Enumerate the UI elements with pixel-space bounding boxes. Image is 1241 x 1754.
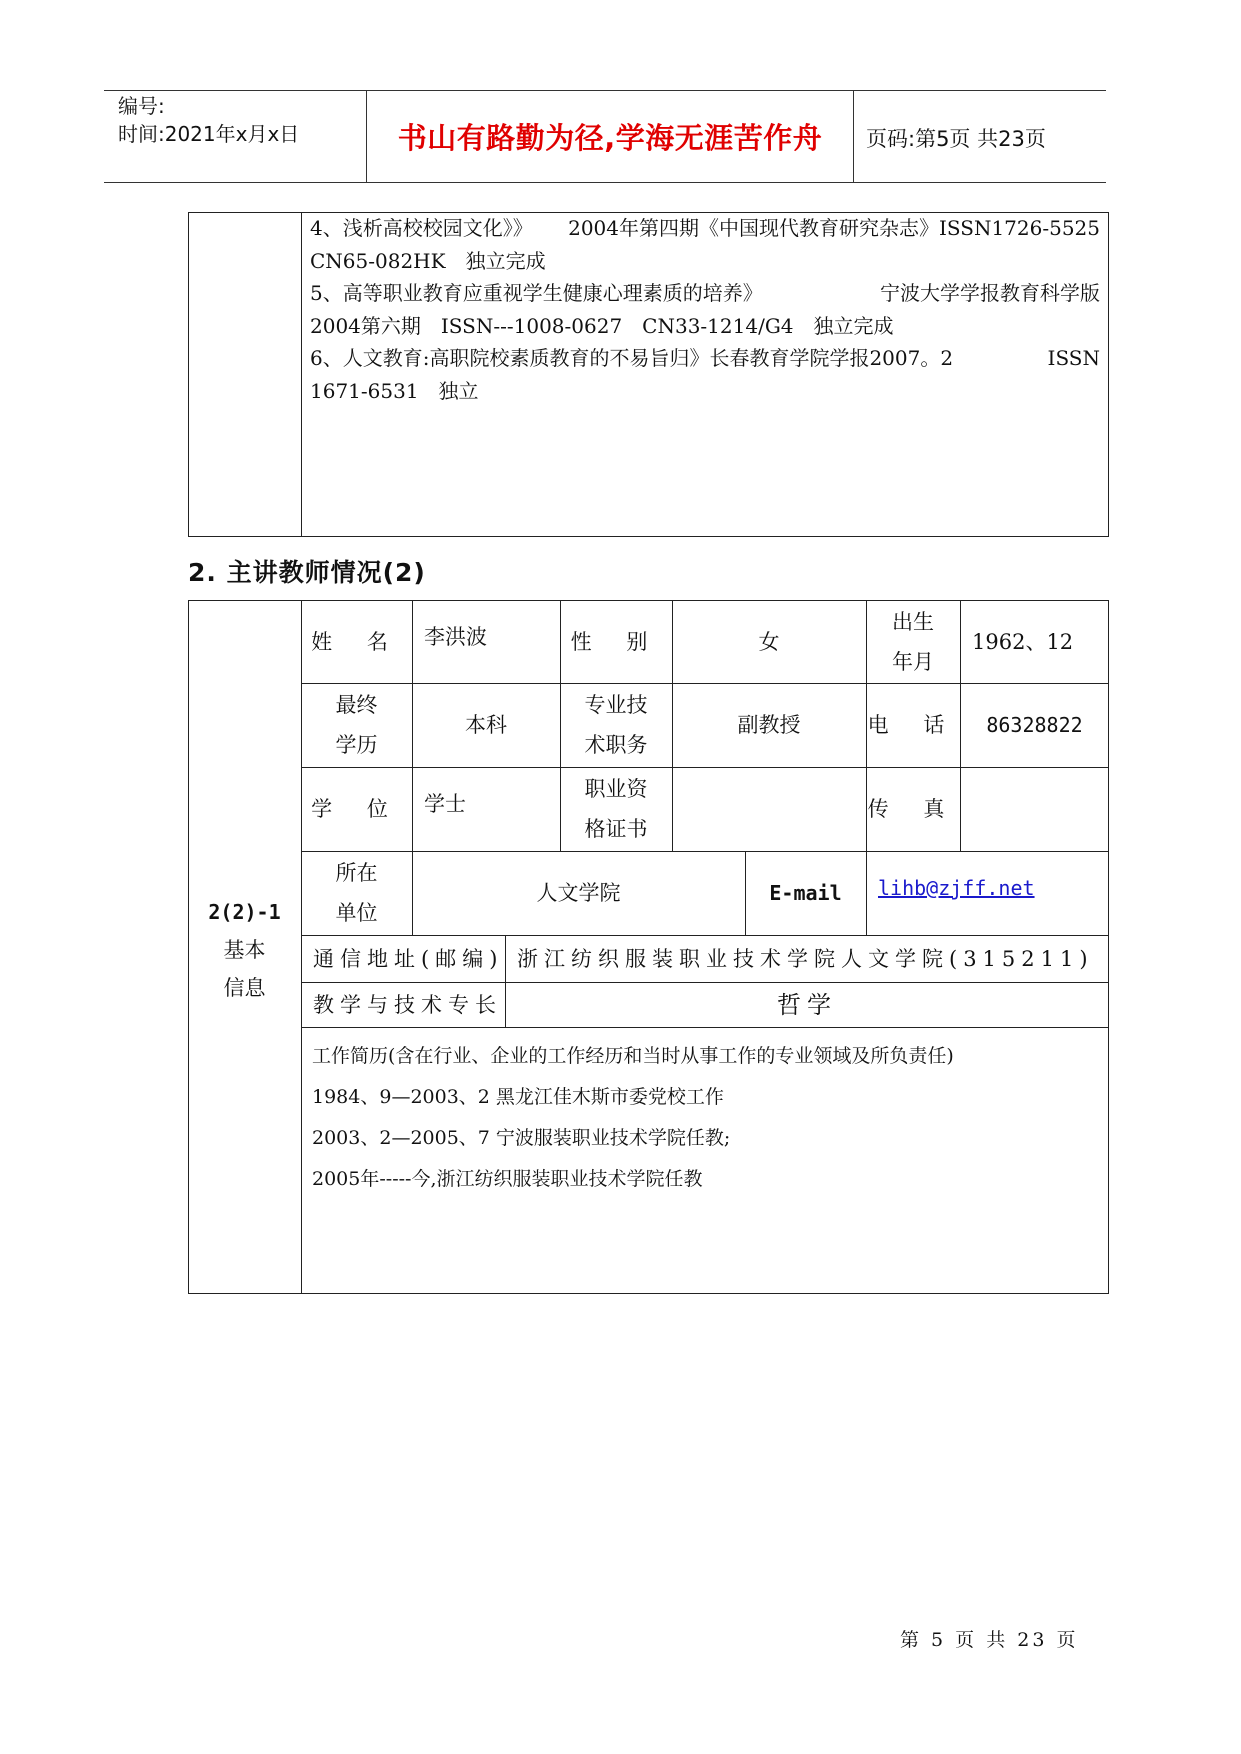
document-number-label: 编号: xyxy=(118,94,165,118)
unit-value: 人文学院 xyxy=(536,881,621,905)
row-rule xyxy=(301,1027,1109,1028)
section-title: 2. 主讲教师情况(2) xyxy=(188,558,426,587)
header-divider-left xyxy=(366,90,367,182)
publications-table-divider xyxy=(301,212,302,537)
specialty-label: 教学与技术专长 xyxy=(313,992,502,1017)
address-value: 浙江纺织服装职业技术学院人文学院(315211) xyxy=(517,946,1094,971)
certificate-label: 职业资 格证书 xyxy=(584,777,648,841)
header-top-rule xyxy=(104,90,1106,91)
publication-line: 4、浅析高校校园文化》》 2004年第四期《中国现代教育研究杂志》ISSN1726-5525 xyxy=(310,216,1100,240)
degree-label: 学 位 xyxy=(311,797,402,821)
publication-line: CN65-082HK 独立完成 xyxy=(310,248,546,273)
side-label-line1: 基本 xyxy=(223,938,266,962)
name-value: 李洪波 xyxy=(424,624,487,649)
publication-line: 5、高等职业教育应重视学生健康心理素质的培养》 宁波大学学报教育科学版 xyxy=(310,281,1100,305)
unit-label: 所在 单位 xyxy=(335,861,378,925)
header-bottom-rule xyxy=(104,182,1106,183)
degree-value: 学士 xyxy=(424,792,466,816)
header-page-number: 页码:第5页 共23页 xyxy=(866,127,1046,151)
education-label: 最终 学历 xyxy=(335,693,378,757)
fax-label: 传 真 xyxy=(867,797,959,821)
side-label-code: 2(2)-1 xyxy=(208,900,281,924)
birth-value: 1962、12 xyxy=(972,629,1074,654)
side-label xyxy=(188,880,301,1020)
email-value[interactable]: lihb@zjff.net xyxy=(878,876,1035,900)
name-label: 姓 名 xyxy=(311,629,402,654)
footer-page-number: 第 5 页 共 23 页 xyxy=(900,1629,1079,1651)
phone-value: 86328822 xyxy=(986,713,1083,737)
publication-line: 6、人文教育:高职院校素质教育的不易旨归》长春教育学院学报2007。2 ISSN xyxy=(310,346,1100,370)
email-link[interactable] xyxy=(866,846,1109,930)
document-time-label: 时间:2021年x月x日 xyxy=(118,122,300,146)
certificate-value xyxy=(672,767,866,851)
work-history-item: 2003、2—2005、7 宁波服装职业技术学院任教; xyxy=(312,1127,731,1149)
email-label: E-mail xyxy=(769,881,842,905)
specialty-value: 哲学 xyxy=(777,990,837,1019)
publication-line: 2004第六期 ISSN---1008-0627 CN33-1214/G4 独立完成 xyxy=(310,313,894,338)
publications-list xyxy=(310,212,1100,407)
fax-value xyxy=(960,767,1109,851)
header-divider-right xyxy=(853,90,854,182)
title-label: 专业技 术职务 xyxy=(584,693,648,757)
work-history-item: 2005年-----今,浙江纺织服装职业技术学院任教 xyxy=(312,1168,703,1190)
address-label: 通信地址(邮编) xyxy=(313,946,504,971)
header-meta xyxy=(118,92,299,148)
title-value: 副教授 xyxy=(737,713,801,737)
work-history-heading: 工作简历(含在行业、企业的工作经历和当时从事工作的专业领域及所负责任) xyxy=(312,1045,954,1067)
phone-label: 电 话 xyxy=(867,713,959,737)
work-history xyxy=(312,1036,954,1200)
publication-line: 1671-6531 独立 xyxy=(310,378,479,403)
work-history-item: 1984、9—2003、2 黑龙江佳木斯市委党校工作 xyxy=(312,1086,724,1108)
header-motto: 书山有路勤为径,学海无涯苦作舟 xyxy=(397,121,823,155)
gender-label: 性 别 xyxy=(570,629,662,654)
side-label-line2: 信息 xyxy=(223,976,266,1000)
gender-value: 女 xyxy=(758,629,780,654)
education-value: 本科 xyxy=(465,713,507,737)
birth-label: 出生 年月 xyxy=(892,609,934,674)
